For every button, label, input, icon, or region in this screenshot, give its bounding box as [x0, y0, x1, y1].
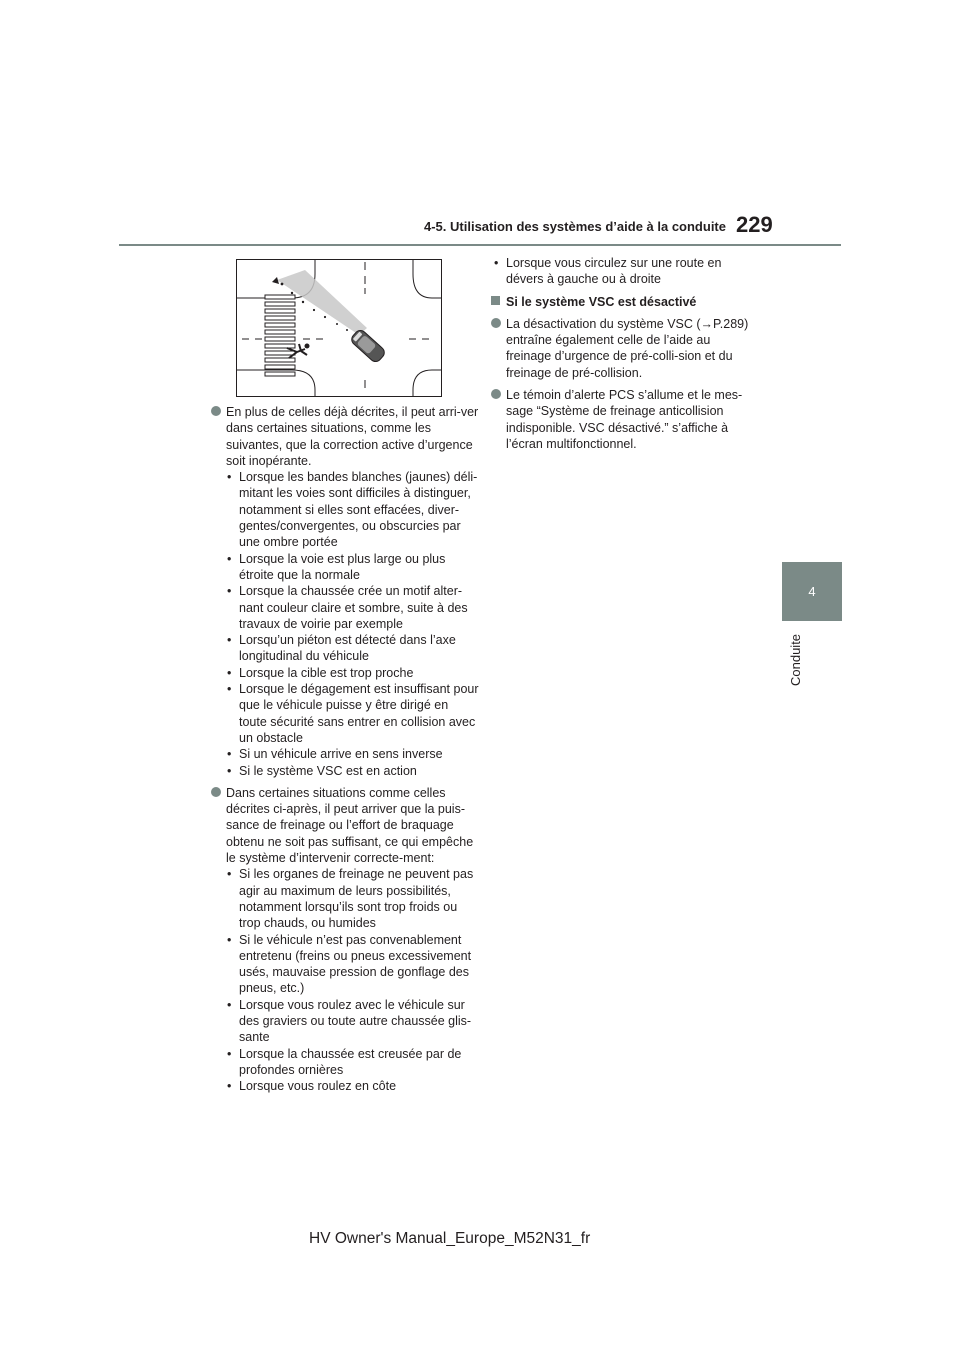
- header-rule: [119, 244, 841, 246]
- bullet-dot-icon: [491, 389, 501, 399]
- chapter-tab: [782, 562, 842, 621]
- page-number: 229: [736, 212, 773, 237]
- list-item: • Lorsque les bandes blanches (jaunes) déli-mitant les voies sont difficiles à distinguer, notamment si elles sont effacées, diver-gentes/convergentes, ou obscurcies par une ombre portée: [227, 470, 478, 550]
- list-item: • Lorsque la voie est plus large ou plus étroite que la normale: [227, 551, 446, 582]
- road-corner-top-right: [413, 260, 441, 298]
- list-item: • Lorsque vous roulez avec le véhicule sur des graviers ou toute autre chaussée glis-sante: [227, 997, 472, 1045]
- left-column: [211, 404, 479, 1094]
- list-item: La désactivation du système VSC (→P.289) entraîne également celle de l’aide au freinage d’urgence de pré-colli-sion et du freinage de pré-collision.: [491, 316, 753, 381]
- list-item: En plus de celles déjà décrites, il peut arri-ver dans certaines situations, comme les suivantes, que la correction active d’urgence soit inopérante.: [211, 404, 479, 469]
- section-heading: Si le système VSC est désactivé: [491, 294, 753, 310]
- list-item: • Lorsque vous roulez en côte: [227, 1079, 397, 1094]
- road-corner-bottom-right: [413, 370, 441, 396]
- crosswalk-icon: [265, 295, 295, 376]
- list-item: • Si le système VSC est en action: [227, 763, 417, 778]
- list-item: • Lorsque la chaussée crée un motif alter-nant couleur claire et sombre, suite à des travaux de voirie par exemple: [227, 584, 468, 631]
- heading-square-icon: [491, 296, 500, 305]
- chapter-label: Conduite: [788, 633, 803, 686]
- list-item: Le témoin d’alerte PCS s’allume et le mes-sage “Système de freinage anticollision indisponible. VSC désactivé.” s’affiche à l’écran multifonctionnel.: [491, 387, 753, 452]
- bullet-dot-icon: [211, 406, 221, 416]
- list-item: Dans certaines situations comme celles décrites ci-après, il peut arriver que la puis-sance de freinage ou l’effort de braquage obtenu ne soit pas suffisant, ce qui empêche le système d’intervenir correcte-ment:: [211, 785, 479, 866]
- list-item: • Lorsque la chaussée est creusée par de profondes ornières: [227, 1046, 462, 1077]
- bullet-dot-icon: [211, 787, 221, 797]
- footer-text: HV Owner's Manual_Europe_M52N31_fr: [309, 1230, 591, 1247]
- car-icon: [349, 328, 386, 364]
- marker-arrow: [272, 277, 279, 284]
- illustration-figure: [236, 259, 442, 397]
- list-item: • Si le véhicule n’est pas convenablement entretenu (freins ou pneus excessivement usés, mauvaise pression de gonflage des pneus, etc.): [227, 932, 472, 996]
- section-title: 4-5. Utilisation des systèmes d’aide à la conduite: [424, 219, 726, 234]
- list-item: • Si les organes de freinage ne peuvent pas agir au maximum de leurs possibilités, notamment lorsqu’ils sont trop froids ou trop chauds, ou humides: [227, 867, 474, 931]
- list-item: • Lorsqu’un piéton est détecté dans l’axe longitudinal du véhicule: [227, 633, 456, 664]
- chapter-number: 4: [808, 584, 816, 599]
- list-item: • Si un véhicule arrive en sens inverse: [227, 747, 443, 762]
- list-item: • Lorsque vous circulez sur une route en dévers à gauche ou à droite: [494, 256, 722, 287]
- bullet-dot-icon: [491, 318, 501, 328]
- list-item: • Lorsque le dégagement est insuffisant pour que le véhicule puisse y être dirigé en toute sécurité sans entrer en collision avec un obstacle: [227, 682, 479, 745]
- intersection-illustration: [237, 260, 441, 396]
- list-item: • Lorsque la cible est trop proche: [227, 665, 414, 680]
- right-column: [491, 255, 753, 452]
